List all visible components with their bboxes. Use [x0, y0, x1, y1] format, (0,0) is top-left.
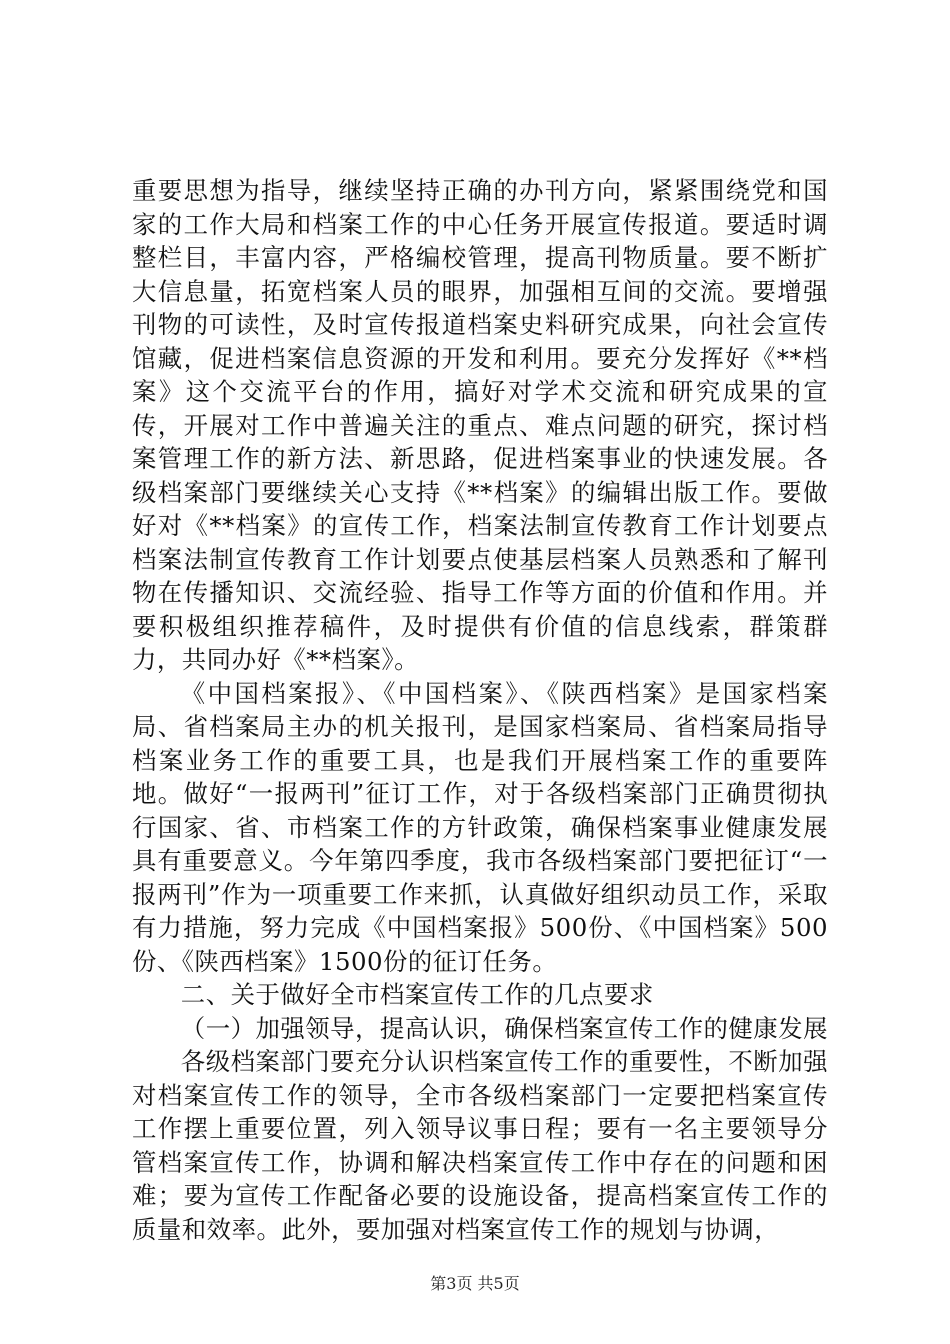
page-footer: 第3页 共5页 — [430, 1274, 520, 1293]
paragraph-continuation: 重要思想为指导，继续坚持正确的办刊方向，紧紧围绕党和国家的工作大局和档案工作的中心任务开展宣传报道。要适时调整栏目，丰富内容，严格编校管理，提高刊物质量。要不断扩大信息量，拓宽档案人员的眼界，加强相互间的交流。要增强刊物的可读性，及时宣传报道档案史料研究成果，向社会宣传馆藏，促进档案信息资源的开发和利用。要充分发挥好《**档案》这个交流平台的作用，搞好对学术交流和研究成果的宣传，开展对工作中普遍关注的重点、难点问题的研究，探讨档案管理工作的新方法、新思路，促进档案事业的快速发展。各级档案部门要继续关心支持《**档案》的编辑出版工作。要做好对《**档案》的宣传工作，档案法制宣传教育工作计划要点档案法制宣传教育工作计划要点使基层档案人员熟悉和了解刊物在传播知识、交流经验、指导工作等方面的价值和作用。并要积极组织推荐稿件，及时提供有价值的信息线索，群策群力，共同办好《**档案》。 — [132, 176, 828, 674]
section-heading: 二、关于做好全市档案宣传工作的几点要求 — [180, 980, 654, 1009]
paragraph-subscription: 《中国档案报》、《中国档案》、《陕西档案》是国家档案局、省档案局主办的机关报刊，是国家档案局、省档案局指导档案业务工作的重要工具，也是我们开展档案工作的重要阵地。做好“一报两刊”征订工作，对于各级档案部门正确贯彻执行国家、省、市档案工作的方针政策，确保档案事业健康发展具有重要意义。今年第四季度，我市各级档案部门要把征订“一报两刊”作为一项重要工作来抓，认真做好组织动员工作，采取有力措施，努力完成《中国档案报》500份、《中国档案》500份、《陕西档案》1500份的征订任务。 — [132, 678, 828, 976]
paragraph-leadership: 各级档案部门要充分认识档案宣传工作的重要性，不断加强对档案宣传工作的领导，全市各级档案部门一定要把档案宣传工作摆上重要位置，列入领导议事日程；要有一名主要领导分管档案宣传工作，协调和解决档案宣传工作中存在的问题和困难；要为宣传工作配备必要的设施设备，提高档案宣传工作的质量和效率。此外，要加强对档案宣传工作的规划与协调， — [132, 1047, 828, 1244]
document-body — [132, 174, 828, 1246]
subsection-heading: （一）加强领导，提高认识，确保档案宣传工作的健康发展 — [180, 1013, 828, 1043]
